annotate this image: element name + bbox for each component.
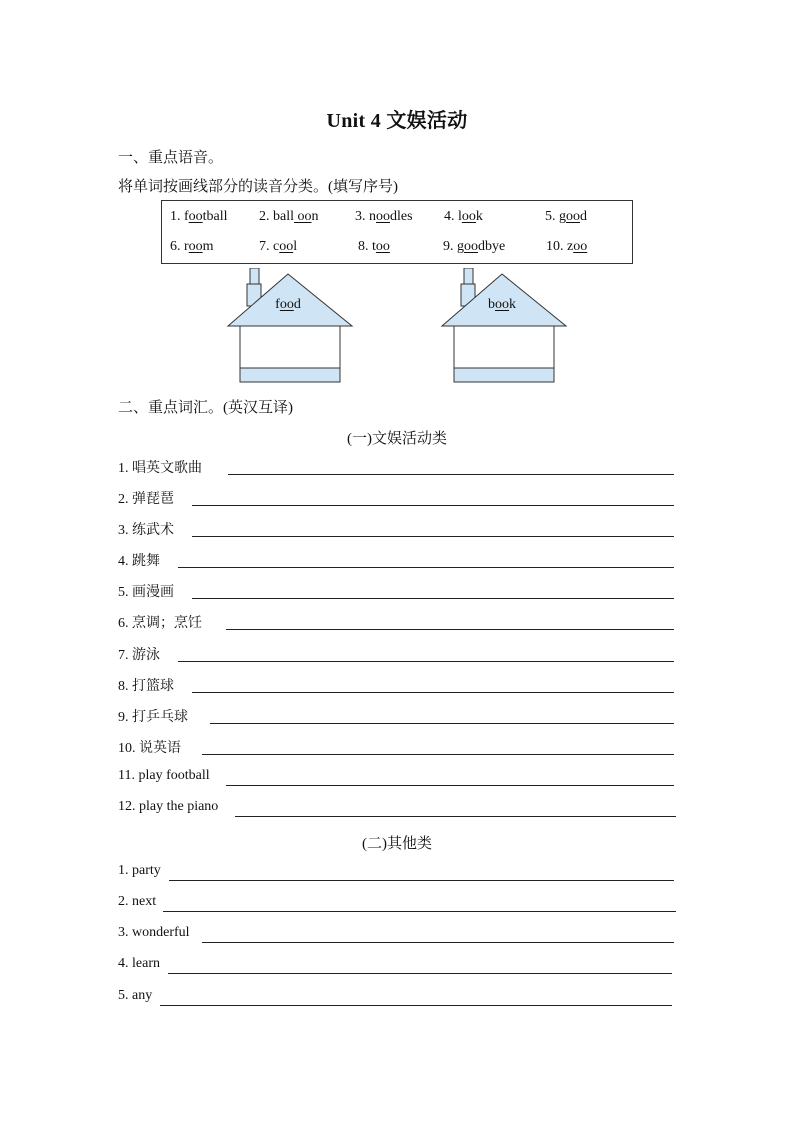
house-food — [226, 268, 354, 384]
subsection2-title: (二)其他类 — [362, 836, 432, 852]
vocab-row: 1. 唱英文歌曲 — [118, 457, 674, 477]
answer-blank[interactable] — [192, 598, 674, 599]
vocab-row: 4. learn — [118, 956, 672, 976]
vocab-row: 5. 画漫画 — [118, 581, 674, 601]
word-item: 1. football — [170, 209, 228, 224]
word-item: 6. room — [170, 239, 214, 254]
vocab-row: 12. play the piano — [118, 799, 676, 819]
section2-heading: 二、重点词汇。(英汉互译) — [118, 400, 293, 416]
house-drawing — [440, 268, 568, 384]
answer-blank[interactable] — [160, 1005, 672, 1006]
section1-instruction: 将单词按画线部分的读音分类。(填写序号) — [118, 179, 398, 195]
answer-blank[interactable] — [235, 816, 676, 817]
page-title: Unit 4 文娱活动 — [326, 110, 468, 132]
subsection1-title: (一)文娱活动类 — [347, 431, 447, 447]
word-item: 3. noodles — [355, 209, 413, 224]
vocab-row: 5. any — [118, 988, 672, 1008]
word-item: 10. zoo — [546, 239, 588, 254]
answer-blank[interactable] — [169, 880, 674, 881]
word-item: 9. goodbye — [443, 239, 506, 254]
answer-blank[interactable] — [192, 536, 674, 537]
answer-blank[interactable] — [192, 505, 674, 506]
vocab-row: 2. next — [118, 894, 676, 914]
vocab-row: 2. 弹琵琶 — [118, 488, 674, 508]
answer-blank[interactable] — [210, 723, 674, 724]
answer-blank[interactable] — [178, 567, 674, 568]
vocab-row: 9. 打乒乓球 — [118, 706, 674, 726]
house-drawing — [226, 268, 354, 384]
word-item: 7. cool — [259, 239, 298, 254]
house-label: book — [488, 297, 516, 312]
vocab-row: 1. party — [118, 863, 674, 883]
answer-blank[interactable] — [226, 785, 674, 786]
answer-blank[interactable] — [202, 942, 674, 943]
answer-blank[interactable] — [163, 911, 676, 912]
word-box — [161, 200, 633, 264]
vocab-row: 3. wonderful — [118, 925, 674, 945]
word-item: 8. too — [358, 239, 390, 254]
word-item: 2. ball oon — [259, 209, 319, 224]
vocab-row: 7. 游泳 — [118, 644, 674, 664]
answer-blank[interactable] — [202, 754, 674, 755]
answer-blank[interactable] — [168, 973, 672, 974]
house-book — [440, 268, 568, 384]
vocab-row: 6. 烹调；烹饪 — [118, 612, 674, 632]
word-item: 4. look — [444, 209, 483, 224]
section1-heading: 一、重点语音。 — [118, 150, 224, 166]
vocab-row: 10. 说英语 — [118, 737, 674, 757]
vocab-row: 3. 练武术 — [118, 519, 674, 539]
word-item: 5. good — [545, 209, 587, 224]
answer-blank[interactable] — [226, 629, 674, 630]
house-label: food — [275, 297, 301, 312]
answer-blank[interactable] — [178, 661, 674, 662]
vocab-row: 8. 打篮球 — [118, 675, 674, 695]
answer-blank[interactable] — [192, 692, 674, 693]
vocab-row: 11. play football — [118, 768, 674, 788]
answer-blank[interactable] — [228, 474, 674, 475]
vocab-row: 4. 跳舞 — [118, 550, 674, 570]
